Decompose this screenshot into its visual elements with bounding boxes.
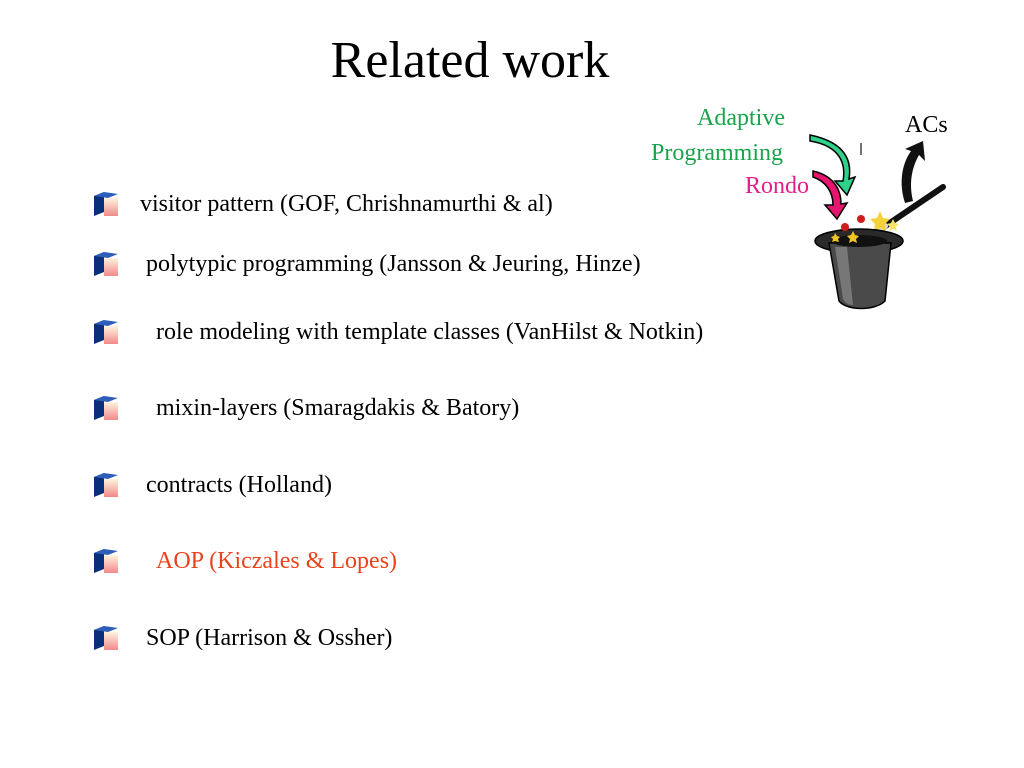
magic-hat-icon <box>805 115 955 315</box>
cube-bullet-icon <box>92 318 120 346</box>
cube-bullet-icon <box>92 394 120 422</box>
bullet-text: visitor pattern (GOF, Chrishnamurthi & al) <box>140 191 553 217</box>
bullet-text: role modeling with template classes (VanHilst & Notkin) <box>156 319 704 345</box>
pink-arrow-icon <box>813 171 847 219</box>
bullet-text: mixin-layers (Smaragdakis & Batory) <box>156 395 520 421</box>
cube-bullet-icon <box>92 547 120 575</box>
cube-bullet-icon <box>92 250 120 278</box>
cube-bullet-icon <box>92 471 120 499</box>
programming-label: Programming <box>651 140 783 166</box>
cube-bullet-icon <box>92 624 120 652</box>
bullet-text: SOP (Harrison & Ossher) <box>146 625 393 651</box>
cube-bullet-icon <box>92 190 120 218</box>
bullet-text: AOP (Kiczales & Lopes) <box>156 548 398 574</box>
slide-title: Related work <box>330 32 610 89</box>
bullet-text: contracts (Holland) <box>146 472 332 498</box>
adaptive-label: Adaptive <box>697 105 785 131</box>
rondo-label: Rondo <box>745 173 810 199</box>
acs-label: ACs <box>905 112 948 138</box>
black-arrow-icon <box>902 141 925 203</box>
bullet-text: polytypic programming (Jansson & Jeuring, Hinze) <box>146 251 641 277</box>
